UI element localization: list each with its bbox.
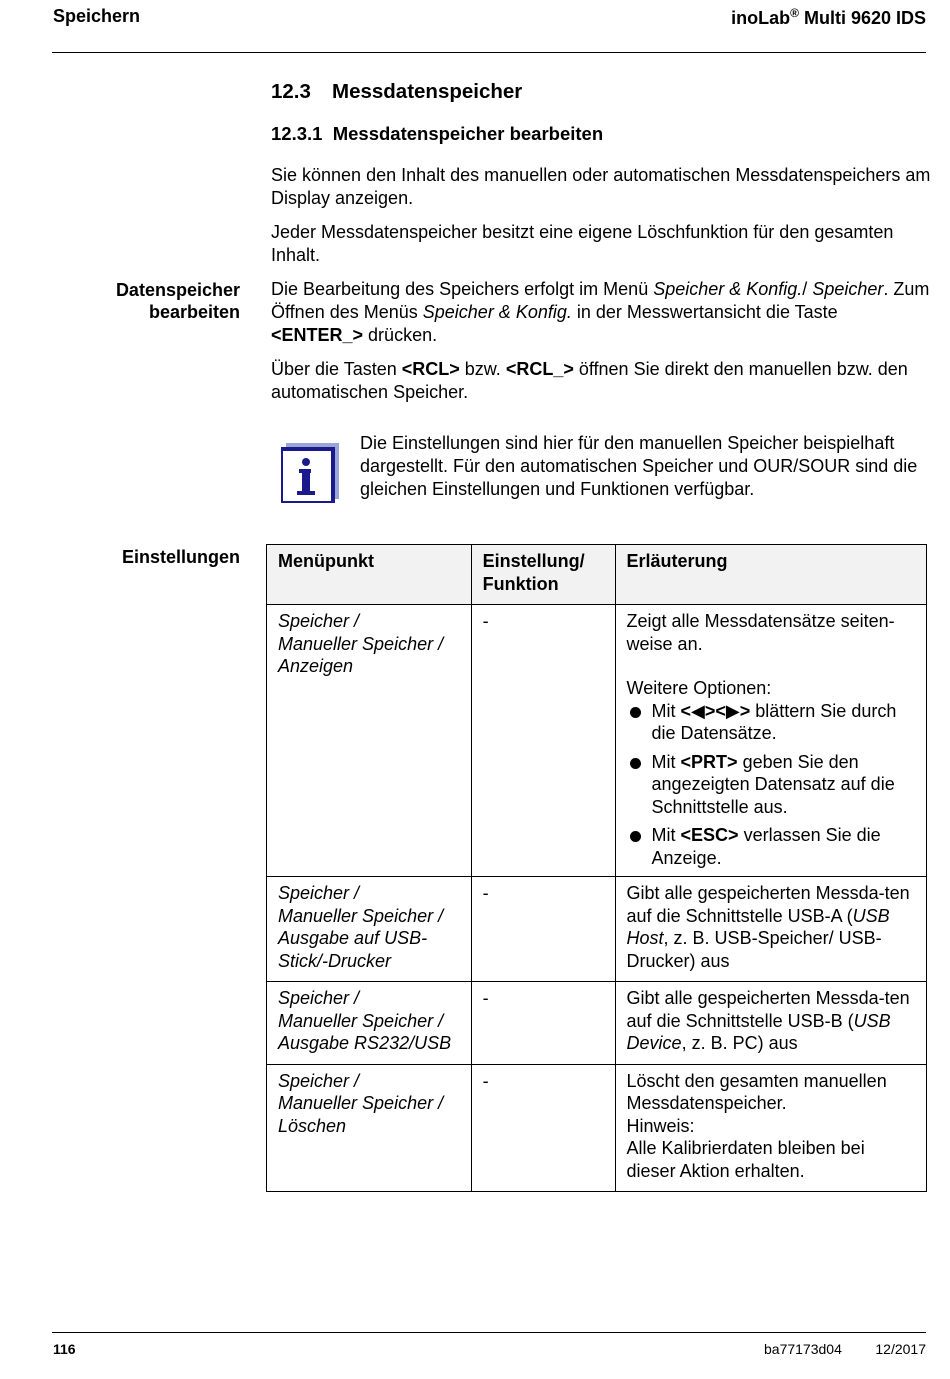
text: Mit xyxy=(651,751,681,772)
text: Die Bearbeitung des Speichers erfolgt im Menü xyxy=(271,279,654,299)
column-header-menu: Menüpunkt xyxy=(267,545,472,605)
side-label-datenspeicher xyxy=(116,279,240,323)
header-rule xyxy=(52,52,926,53)
text: drücken. xyxy=(363,325,438,345)
key-name: <ESC> xyxy=(680,825,739,845)
menu-name: Speicher & Konfig. xyxy=(653,279,803,299)
model-name: Multi 9620 IDS xyxy=(803,8,926,28)
note-text: Alle Kalibrierdaten bleiben bei dieser Aktion erhalten. xyxy=(626,1138,865,1181)
text: Gibt alle gespeicherten Messda-ten auf die Schnittstelle USB-A ( xyxy=(626,883,910,926)
key-name: <RCL> xyxy=(401,359,460,379)
text: Gibt alle gespeicherten Messda-ten auf die Schnittstelle USB-B ( xyxy=(626,988,910,1031)
text: verlassen Sie die Anzeige. xyxy=(651,825,881,868)
menu-name: Speicher xyxy=(812,279,884,299)
description-cell xyxy=(615,1064,926,1192)
text: bzw. xyxy=(459,359,506,379)
key-name: <ENTER_> xyxy=(271,325,364,345)
menu-path-line: Anzeigen xyxy=(278,656,354,676)
menu-path-line: Speicher / xyxy=(278,1070,360,1091)
paragraph-rcl-keys xyxy=(271,358,931,404)
section-number: 12.3 xyxy=(271,80,311,103)
text: Mit xyxy=(651,825,681,845)
note-label: Hinweis: xyxy=(626,1115,695,1136)
setting-cell: - xyxy=(471,877,615,982)
side-label-einstellungen: Einstellungen xyxy=(121,547,240,567)
settings-table xyxy=(266,544,927,1192)
description-cell xyxy=(615,605,926,877)
info-note-text: Die Einstellungen sind hier für den manuellen Speicher beispielhaft dargestellt. Für den automatischen Speicher und OUR/SOUR sind die gleichen Einstellungen und Funktionen verfügbar. xyxy=(360,433,918,499)
document-number: ba77173d04 xyxy=(764,1341,842,1357)
text: , z. B. PC) aus xyxy=(681,1033,798,1053)
interface-name: USB Host xyxy=(626,905,890,948)
text: öffnen Sie direkt den manuellen bzw. den automatischen Speicher. xyxy=(271,359,908,402)
description-text: Zeigt alle Messdatensätze seiten-weise an. xyxy=(626,611,895,654)
column-header-setting: Einstellung/ Funktion xyxy=(471,545,615,605)
page-number: 116 xyxy=(53,1341,76,1357)
table-row xyxy=(267,605,927,877)
menu-path-line: Löschen xyxy=(278,1115,347,1136)
text: / xyxy=(802,279,813,299)
text: geben Sie den angezeigten Datensatz auf die Schnittstelle aus. xyxy=(651,751,895,817)
text: blättern Sie durch die Datensätze. xyxy=(651,700,897,743)
paragraph-intro: Sie können den Inhalt des manuellen oder automatischen Messdatenspeichers am Display anzeigen. xyxy=(271,165,931,208)
menu-cell xyxy=(267,1064,472,1192)
section-title: Messdatenspeicher xyxy=(332,80,523,103)
menu-path-line: Speicher / xyxy=(278,988,360,1008)
description-cell xyxy=(615,877,926,982)
setting-cell: - xyxy=(471,605,615,877)
text: , z. B. USB-Speicher/ USB-Drucker) aus xyxy=(626,928,882,971)
menu-path-line: Speicher / xyxy=(278,611,360,631)
section-heading xyxy=(271,80,522,104)
more-options-label: Weitere Optionen: xyxy=(626,678,772,698)
brand-name: inoLab xyxy=(731,8,791,28)
footer-rule xyxy=(52,1332,926,1333)
subsection-heading: 12.3.1 Messdatenspeicher bearbeiten xyxy=(271,123,604,144)
info-icon xyxy=(281,443,339,503)
setting-cell: - xyxy=(471,982,615,1065)
bullet-item xyxy=(627,824,918,869)
key-name: <◀><▶> xyxy=(680,700,751,721)
menu-path-line: Manueller Speicher / xyxy=(278,1010,444,1031)
text: in der Messwertansicht die Taste xyxy=(571,302,838,322)
menu-path-line: Ausgabe auf USB-Stick/-Drucker xyxy=(278,928,428,971)
side-label-line-2: bearbeiten xyxy=(148,302,240,322)
menu-cell xyxy=(267,877,472,982)
menu-path-line: Manueller Speicher / xyxy=(278,633,444,654)
paragraph-menu-path xyxy=(271,278,931,347)
bullet-item xyxy=(627,751,918,819)
column-header-description: Erläuterung xyxy=(615,545,926,605)
menu-path-line: Manueller Speicher / xyxy=(278,1093,444,1113)
running-header-chapter: Speichern xyxy=(53,6,141,26)
bullet-item xyxy=(627,700,918,745)
table-header-row xyxy=(267,545,927,605)
menu-cell xyxy=(267,982,472,1065)
paragraph-delete-function: Jeder Messdatenspeicher besitzt eine eigene Löschfunktion für den gesamten Inhalt. xyxy=(271,222,894,265)
registered-mark: ® xyxy=(790,6,799,20)
key-name: <PRT> xyxy=(680,751,738,772)
menu-path-line: Manueller Speicher / xyxy=(278,905,444,926)
menu-cell xyxy=(267,605,472,877)
menu-path-line: Speicher / xyxy=(278,883,360,903)
setting-cell: - xyxy=(471,1064,615,1192)
table-row xyxy=(267,982,927,1065)
document-date: 12/2017 xyxy=(875,1341,926,1357)
running-header-product xyxy=(731,6,926,29)
text: Über die Tasten xyxy=(271,359,402,379)
description-cell xyxy=(615,982,926,1065)
menu-name: Speicher & Konfig. xyxy=(422,302,572,322)
text: . Zum Öffnen des Menüs xyxy=(271,279,930,322)
side-label-line-1: Datenspeicher xyxy=(115,280,240,300)
description-text: Löscht den gesamten manuellen Messdatenspeicher. xyxy=(626,1070,887,1113)
table-row xyxy=(267,877,927,982)
interface-name: USB Device xyxy=(626,1010,891,1053)
table-row xyxy=(267,1064,927,1192)
key-name: <RCL_> xyxy=(505,359,574,379)
text: Mit xyxy=(651,700,681,721)
menu-path-line: Ausgabe RS232/USB xyxy=(278,1033,452,1053)
